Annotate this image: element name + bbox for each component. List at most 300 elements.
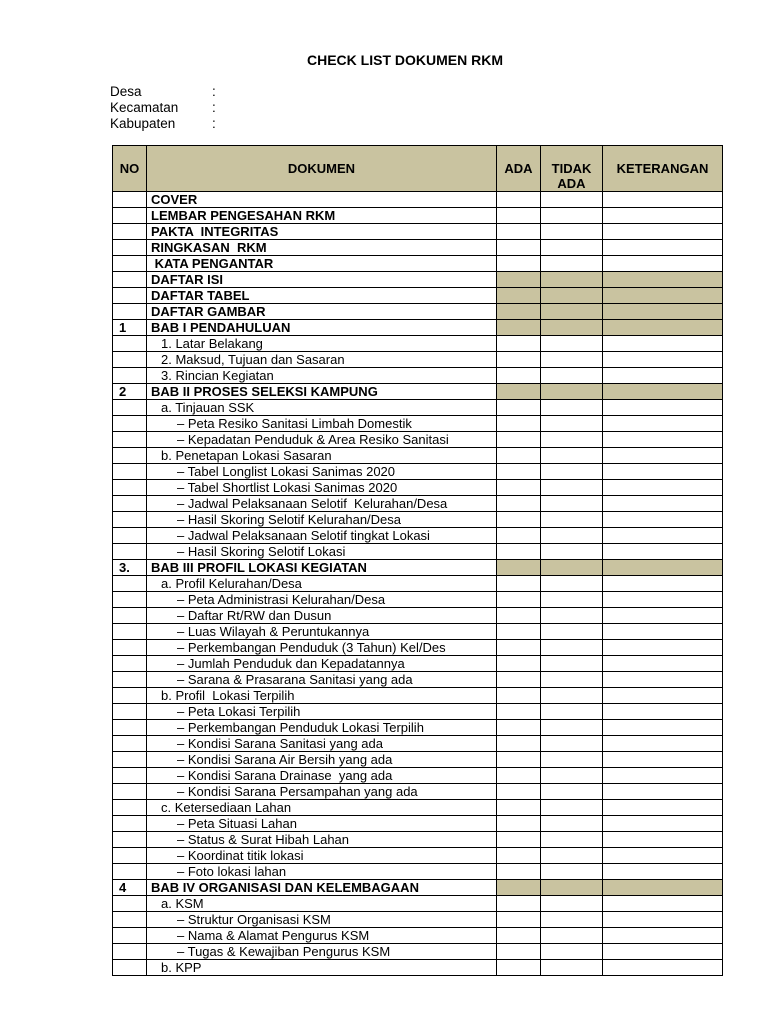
row-number [113,208,147,224]
keterangan-cell[interactable] [603,256,723,272]
table-row [113,432,723,448]
ada-cell[interactable] [497,704,541,720]
row-number [113,576,147,592]
tidak-ada-cell[interactable] [541,528,603,544]
row-number [113,224,147,240]
meta-kecamatan [110,100,216,116]
ada-cell[interactable] [497,816,541,832]
row-document: – Jadwal Pelaksanaan Selotif tingkat Lokasi [147,528,497,544]
keterangan-cell[interactable] [603,192,723,208]
tidak-ada-cell[interactable] [541,224,603,240]
tidak-ada-cell[interactable] [541,512,603,528]
keterangan-cell[interactable] [603,608,723,624]
row-number [113,336,147,352]
table-row [113,640,723,656]
ada-cell[interactable] [497,912,541,928]
ada-cell[interactable] [497,480,541,496]
meta-kabupaten [110,116,216,132]
ada-cell[interactable] [497,608,541,624]
keterangan-cell[interactable] [603,848,723,864]
table-row [113,224,723,240]
row-document: a. Profil Kelurahan/Desa [147,576,497,592]
table-body [113,192,723,976]
keterangan-cell[interactable] [603,288,723,304]
keterangan-cell[interactable] [603,672,723,688]
ada-cell[interactable] [497,224,541,240]
table-row [113,272,723,288]
ada-cell[interactable] [497,528,541,544]
table-row [113,368,723,384]
table-row [113,928,723,944]
keterangan-cell[interactable] [603,432,723,448]
row-document: – Tabel Longlist Lokasi Sanimas 2020 [147,464,497,480]
row-number [113,816,147,832]
ada-cell[interactable] [497,640,541,656]
table-row [113,336,723,352]
row-number [113,784,147,800]
row-number [113,736,147,752]
row-document: 2. Maksud, Tujuan dan Sasaran [147,352,497,368]
header-tidak-ada: TIDAK ADA [541,146,603,192]
ada-cell[interactable] [497,688,541,704]
row-document: KATA PENGANTAR [147,256,497,272]
row-number [113,512,147,528]
row-document: LEMBAR PENGESAHAN RKM [147,208,497,224]
row-document: – Status & Surat Hibah Lahan [147,832,497,848]
row-document: – Luas Wilayah & Peruntukannya [147,624,497,640]
tidak-ada-cell[interactable] [541,880,603,896]
row-document: – Peta Resiko Sanitasi Limbah Domestik [147,416,497,432]
row-document: DAFTAR TABEL [147,288,497,304]
row-number [113,720,147,736]
keterangan-cell[interactable] [603,640,723,656]
tidak-ada-cell[interactable] [541,848,603,864]
ada-cell[interactable] [497,416,541,432]
row-number [113,272,147,288]
header-ada: ADA [497,146,541,192]
keterangan-cell[interactable] [603,496,723,512]
row-number [113,192,147,208]
row-document: b. Profil Lokasi Terpilih [147,688,497,704]
tidak-ada-cell[interactable] [541,384,603,400]
row-document: BAB I PENDAHULUAN [147,320,497,336]
tidak-ada-cell[interactable] [541,768,603,784]
tidak-ada-cell[interactable] [541,288,603,304]
keterangan-cell[interactable] [603,384,723,400]
ada-cell[interactable] [497,208,541,224]
row-document: RINGKASAN RKM [147,240,497,256]
keterangan-cell[interactable] [603,576,723,592]
row-document: – Tabel Shortlist Lokasi Sanimas 2020 [147,480,497,496]
row-number [113,464,147,480]
keterangan-cell[interactable] [603,752,723,768]
table-row [113,576,723,592]
row-document: – Struktur Organisasi KSM [147,912,497,928]
table-row [113,240,723,256]
ada-cell[interactable] [497,256,541,272]
tidak-ada-cell[interactable] [541,672,603,688]
tidak-ada-cell[interactable] [541,928,603,944]
tidak-ada-cell[interactable] [541,400,603,416]
row-document: – Nama & Alamat Pengurus KSM [147,928,497,944]
ada-cell[interactable] [497,960,541,976]
row-document: – Peta Situasi Lahan [147,816,497,832]
tidak-ada-cell[interactable] [541,320,603,336]
table-row [113,448,723,464]
keterangan-cell[interactable] [603,544,723,560]
header-no: NO [113,146,147,192]
row-number [113,656,147,672]
keterangan-cell[interactable] [603,768,723,784]
row-document: BAB IV ORGANISASI DAN KELEMBAGAAN [147,880,497,896]
keterangan-cell[interactable] [603,784,723,800]
table-row [113,528,723,544]
row-document: DAFTAR GAMBAR [147,304,497,320]
tidak-ada-cell[interactable] [541,464,603,480]
table-row [113,544,723,560]
row-number: 4 [113,880,147,896]
tidak-ada-cell[interactable] [541,608,603,624]
table-row [113,384,723,400]
ada-cell[interactable] [497,272,541,288]
ada-cell[interactable] [497,592,541,608]
tidak-ada-cell[interactable] [541,576,603,592]
tidak-ada-cell[interactable] [541,208,603,224]
row-number [113,800,147,816]
tidak-ada-cell[interactable] [541,480,603,496]
keterangan-cell[interactable] [603,512,723,528]
keterangan-cell[interactable] [603,400,723,416]
header-keterangan: KETERANGAN [603,146,723,192]
tidak-ada-cell[interactable] [541,256,603,272]
tidak-ada-cell[interactable] [541,416,603,432]
row-document: – Perkembangan Penduduk Lokasi Terpilih [147,720,497,736]
ada-cell[interactable] [497,896,541,912]
keterangan-cell[interactable] [603,944,723,960]
keterangan-cell[interactable] [603,960,723,976]
keterangan-cell[interactable] [603,320,723,336]
row-document: a. Tinjauan SSK [147,400,497,416]
row-number [113,304,147,320]
row-number: 3. [113,560,147,576]
ada-cell[interactable] [497,496,541,512]
tidak-ada-cell[interactable] [541,272,603,288]
table-row [113,880,723,896]
ada-cell[interactable] [497,288,541,304]
meta-label-desa: Desa [110,84,142,99]
ada-cell[interactable] [497,400,541,416]
keterangan-cell[interactable] [603,272,723,288]
tidak-ada-cell[interactable] [541,592,603,608]
keterangan-cell[interactable] [603,832,723,848]
keterangan-cell[interactable] [603,336,723,352]
keterangan-cell[interactable] [603,560,723,576]
table-row [113,912,723,928]
row-document: PAKTA INTEGRITAS [147,224,497,240]
row-number [113,608,147,624]
row-number [113,704,147,720]
table-row [113,400,723,416]
table-row [113,480,723,496]
row-document: – Kondisi Sarana Persampahan yang ada [147,784,497,800]
row-number [113,896,147,912]
ada-cell[interactable] [497,928,541,944]
keterangan-cell[interactable] [603,208,723,224]
ada-cell[interactable] [497,720,541,736]
row-document: BAB III PROFIL LOKASI KEGIATAN [147,560,497,576]
ada-cell[interactable] [497,736,541,752]
keterangan-cell[interactable] [603,448,723,464]
table-row [113,672,723,688]
row-number [113,256,147,272]
table-row [113,704,723,720]
keterangan-cell[interactable] [603,704,723,720]
keterangan-cell[interactable] [603,592,723,608]
row-document: – Jumlah Penduduk dan Kepadatannya [147,656,497,672]
row-number [113,544,147,560]
row-number: 1 [113,320,147,336]
row-document: – Kondisi Sarana Drainase yang ada [147,768,497,784]
row-number [113,592,147,608]
table-row [113,736,723,752]
keterangan-cell[interactable] [603,688,723,704]
keterangan-cell[interactable] [603,800,723,816]
meta-desa [110,84,216,100]
tidak-ada-cell[interactable] [541,368,603,384]
table-row [113,800,723,816]
row-document: – Tugas & Kewajiban Pengurus KSM [147,944,497,960]
tidak-ada-cell[interactable] [541,240,603,256]
keterangan-cell[interactable] [603,352,723,368]
tidak-ada-cell[interactable] [541,688,603,704]
row-document: BAB II PROSES SELEKSI KAMPUNG [147,384,497,400]
row-document: DAFTAR ISI [147,272,497,288]
table-row [113,304,723,320]
ada-cell[interactable] [497,240,541,256]
row-document: a. KSM [147,896,497,912]
table-row [113,464,723,480]
row-document: – Kondisi Sarana Air Bersih yang ada [147,752,497,768]
table-row [113,688,723,704]
keterangan-cell[interactable] [603,224,723,240]
keterangan-cell[interactable] [603,912,723,928]
row-document: – Sarana & Prasarana Sanitasi yang ada [147,672,497,688]
tidak-ada-cell[interactable] [541,560,603,576]
row-document: – Koordinat titik lokasi [147,848,497,864]
tidak-ada-cell[interactable] [541,656,603,672]
ada-cell[interactable] [497,768,541,784]
row-number [113,944,147,960]
table-header-row [113,146,723,192]
table-row [113,256,723,272]
row-number [113,768,147,784]
ada-cell[interactable] [497,656,541,672]
table-row [113,416,723,432]
row-document: 3. Rincian Kegiatan [147,368,497,384]
ada-cell[interactable] [497,544,541,560]
row-number [113,432,147,448]
ada-cell[interactable] [497,784,541,800]
row-document: – Hasil Skoring Selotif Kelurahan/Desa [147,512,497,528]
ada-cell[interactable] [497,800,541,816]
ada-cell[interactable] [497,320,541,336]
ada-cell[interactable] [497,752,541,768]
tidak-ada-cell[interactable] [541,912,603,928]
row-number [113,448,147,464]
ada-cell[interactable] [497,464,541,480]
tidak-ada-cell[interactable] [541,352,603,368]
keterangan-cell[interactable] [603,624,723,640]
ada-cell[interactable] [497,560,541,576]
table-row [113,784,723,800]
header-dokumen: DOKUMEN [147,146,497,192]
row-document: – Hasil Skoring Selotif Lokasi [147,544,497,560]
tidak-ada-cell[interactable] [541,448,603,464]
keterangan-cell[interactable] [603,368,723,384]
row-document: – Kondisi Sarana Sanitasi yang ada [147,736,497,752]
ada-cell[interactable] [497,192,541,208]
ada-cell[interactable] [497,432,541,448]
meta-sep-kabupaten: : [212,116,216,131]
keterangan-cell[interactable] [603,464,723,480]
row-document: – Jadwal Pelaksanaan Selotif Kelurahan/Desa [147,496,497,512]
row-number [113,672,147,688]
row-number [113,480,147,496]
table-row [113,768,723,784]
ada-cell[interactable] [497,624,541,640]
keterangan-cell[interactable] [603,896,723,912]
tidak-ada-cell[interactable] [541,944,603,960]
row-number [113,352,147,368]
ada-cell[interactable] [497,864,541,880]
row-number [113,928,147,944]
tidak-ada-cell[interactable] [541,544,603,560]
table-row [113,496,723,512]
keterangan-cell[interactable] [603,240,723,256]
tidak-ada-cell[interactable] [541,336,603,352]
tidak-ada-cell[interactable] [541,800,603,816]
table-row [113,752,723,768]
tidak-ada-cell[interactable] [541,960,603,976]
row-document: – Kepadatan Penduduk & Area Resiko Sanitasi [147,432,497,448]
row-number [113,400,147,416]
table-row [113,352,723,368]
tidak-ada-cell[interactable] [541,896,603,912]
row-document: – Perkembangan Penduduk (3 Tahun) Kel/Des [147,640,497,656]
ada-cell[interactable] [497,352,541,368]
ada-cell[interactable] [497,336,541,352]
ada-cell[interactable] [497,512,541,528]
checklist-table [112,145,723,976]
table-row [113,320,723,336]
row-number [113,496,147,512]
tidak-ada-cell[interactable] [541,832,603,848]
table-row [113,592,723,608]
table-row [113,848,723,864]
tidak-ada-cell[interactable] [541,864,603,880]
ada-cell[interactable] [497,944,541,960]
row-document: b. KPP [147,960,497,976]
tidak-ada-cell[interactable] [541,752,603,768]
tidak-ada-cell[interactable] [541,192,603,208]
ada-cell[interactable] [497,576,541,592]
keterangan-cell[interactable] [603,864,723,880]
ada-cell[interactable] [497,384,541,400]
location-fields [110,84,216,132]
row-number [113,688,147,704]
row-document: – Peta Administrasi Kelurahan/Desa [147,592,497,608]
row-number [113,240,147,256]
row-document: – Peta Lokasi Terpilih [147,704,497,720]
tidak-ada-cell[interactable] [541,720,603,736]
ada-cell[interactable] [497,832,541,848]
row-document: COVER [147,192,497,208]
table-row [113,896,723,912]
table-row [113,832,723,848]
row-number [113,368,147,384]
row-document: – Foto lokasi lahan [147,864,497,880]
ada-cell[interactable] [497,848,541,864]
row-document: b. Penetapan Lokasi Sasaran [147,448,497,464]
keterangan-cell[interactable] [603,720,723,736]
ada-cell[interactable] [497,448,541,464]
meta-sep-desa: : [212,84,216,99]
keterangan-cell[interactable] [603,480,723,496]
row-number [113,864,147,880]
keterangan-cell[interactable] [603,656,723,672]
keterangan-cell[interactable] [603,928,723,944]
tidak-ada-cell[interactable] [541,304,603,320]
table-row [113,944,723,960]
tidak-ada-cell[interactable] [541,640,603,656]
row-number [113,960,147,976]
keterangan-cell[interactable] [603,880,723,896]
table-row [113,656,723,672]
meta-label-kabupaten: Kabupaten [110,116,176,131]
table-row [113,208,723,224]
tidak-ada-cell[interactable] [541,704,603,720]
tidak-ada-cell[interactable] [541,432,603,448]
tidak-ada-cell[interactable] [541,624,603,640]
ada-cell[interactable] [497,880,541,896]
row-number: 2 [113,384,147,400]
table-row [113,608,723,624]
row-number [113,288,147,304]
ada-cell[interactable] [497,672,541,688]
row-number [113,528,147,544]
row-document: 1. Latar Belakang [147,336,497,352]
row-number [113,416,147,432]
keterangan-cell[interactable] [603,736,723,752]
keterangan-cell[interactable] [603,304,723,320]
keterangan-cell[interactable] [603,816,723,832]
row-number [113,832,147,848]
row-number [113,624,147,640]
tidak-ada-cell[interactable] [541,784,603,800]
tidak-ada-cell[interactable] [541,816,603,832]
tidak-ada-cell[interactable] [541,496,603,512]
keterangan-cell[interactable] [603,528,723,544]
tidak-ada-cell[interactable] [541,736,603,752]
row-number [113,752,147,768]
ada-cell[interactable] [497,304,541,320]
row-number [113,640,147,656]
meta-sep-kecamatan: : [212,100,216,115]
keterangan-cell[interactable] [603,416,723,432]
table-row [113,960,723,976]
ada-cell[interactable] [497,368,541,384]
row-number [113,912,147,928]
